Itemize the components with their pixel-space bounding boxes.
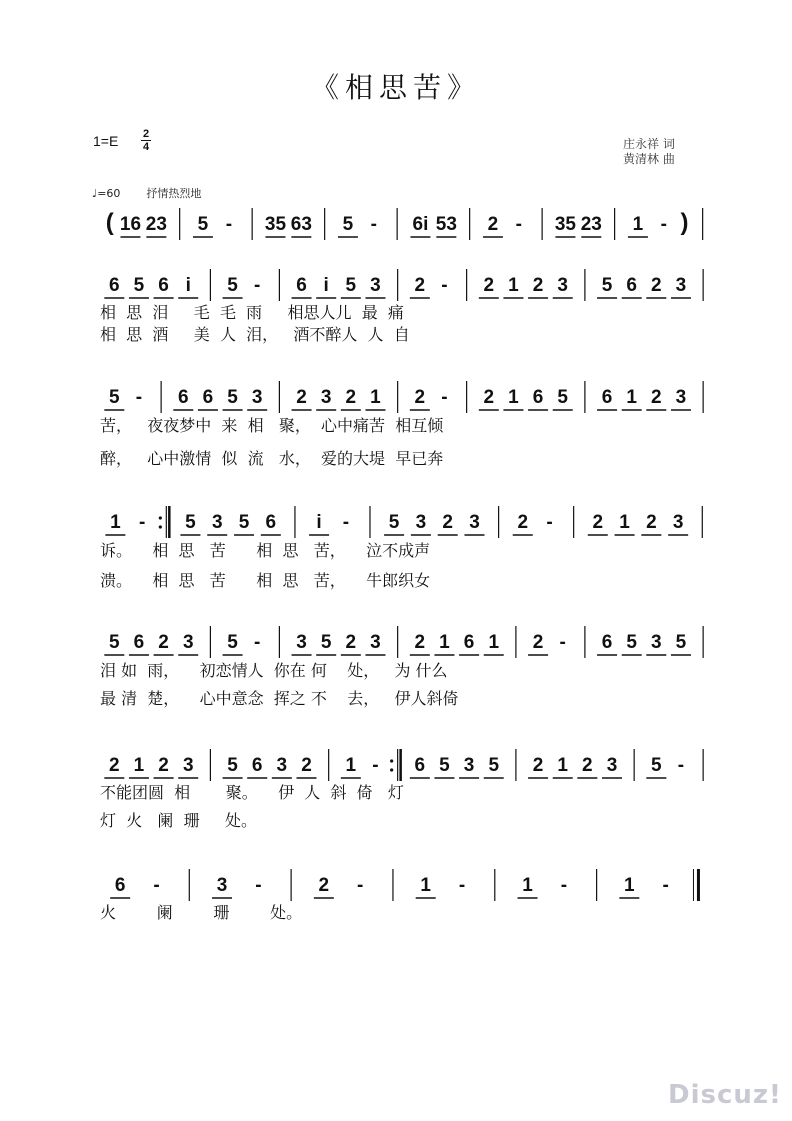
note: 5 — [342, 214, 354, 235]
note: 2 — [487, 214, 499, 235]
note: - — [677, 755, 685, 776]
note: 5 — [197, 214, 209, 235]
note: 2 — [442, 512, 453, 533]
note: 5 — [227, 387, 238, 408]
note: - — [559, 632, 566, 653]
note: 2 — [646, 512, 657, 533]
note: 5 — [133, 275, 145, 296]
note: 2 — [318, 875, 330, 896]
note: - — [660, 214, 667, 235]
note: 35 — [554, 214, 576, 235]
note: 2 — [592, 512, 604, 533]
note: - — [139, 512, 146, 533]
note: - — [370, 214, 378, 235]
note: 1 — [133, 755, 145, 776]
note: 5 — [345, 275, 357, 296]
lyric-line: 溃。 相 思 苦 相 思 苦， 牛郎织女 — [100, 571, 431, 590]
note: 3 — [182, 755, 194, 776]
tempo-mark: ♩=60 — [92, 187, 121, 200]
note: - — [342, 512, 350, 533]
note: 2 — [345, 632, 357, 653]
note: - — [255, 875, 262, 896]
note: 6 — [463, 632, 475, 653]
note: 5 — [109, 632, 120, 653]
lyric-line: 醉， 心中激情 似 流 水， 爱的大堤 早已奔 — [100, 449, 444, 468]
note: 6 — [114, 875, 126, 896]
note: - — [662, 875, 669, 896]
note: i — [316, 512, 322, 533]
note: 5 — [185, 512, 196, 533]
note: 5 — [601, 275, 613, 296]
note: 23 — [145, 214, 167, 235]
lyric-line: 相 思 酒 美 人 泪， 酒不醉人 人 自 — [100, 325, 410, 344]
system-7 — [110, 869, 698, 901]
note: 6 — [158, 275, 169, 296]
note: 3 — [370, 275, 381, 296]
note: 6 — [133, 632, 145, 653]
tempo-expression: 抒情热烈地 — [146, 187, 202, 200]
note: 2 — [414, 275, 426, 296]
time-signature-bottom: 4 — [142, 141, 150, 153]
note: 5 — [439, 755, 450, 776]
note: 3 — [606, 755, 618, 776]
note: 53 — [435, 214, 457, 235]
note: 2 — [517, 512, 529, 533]
note: 2 — [109, 755, 120, 776]
note: 3 — [251, 387, 263, 408]
paren: ) — [680, 209, 689, 236]
note: 3 — [415, 512, 427, 533]
note: 23 — [580, 214, 602, 235]
system-2 — [104, 269, 703, 301]
lyricist-credit: 庄永祥 词 — [623, 137, 675, 151]
lyric-line: 最 清 楚， 心中意念 挥之 不 去， 伊人斜倚 — [100, 689, 459, 708]
repeat-dot — [390, 768, 393, 771]
note: 6 — [414, 755, 426, 776]
note: 1 — [508, 275, 519, 296]
note: - — [357, 875, 364, 896]
note: 2 — [651, 387, 662, 408]
watermark-logo: Discuz! — [668, 1080, 782, 1110]
note: 6 — [251, 755, 263, 776]
note: - — [441, 387, 448, 408]
note: 1 — [557, 755, 569, 776]
note: 3 — [320, 387, 332, 408]
note: 6 — [265, 512, 277, 533]
note: 16 — [119, 214, 142, 235]
note: 5 — [109, 387, 120, 408]
note: 1 — [632, 214, 644, 235]
lyric-line: 诉。 相 思 苦 相 思 苦， 泣不成声 — [100, 541, 431, 560]
note: 2 — [582, 755, 593, 776]
note: 2 — [651, 275, 662, 296]
note: 3 — [675, 275, 687, 296]
note: 2 — [345, 387, 357, 408]
note: 5 — [227, 632, 238, 653]
note: 3 — [370, 632, 381, 653]
song-title: 《相思苦》 — [310, 71, 481, 104]
key-signature: 1=E — [93, 133, 119, 149]
note: - — [153, 875, 160, 896]
note: 2 — [532, 755, 544, 776]
lyric-line: 火 阑 珊 处。 — [100, 903, 303, 922]
note: 1 — [370, 387, 381, 408]
note: 3 — [216, 875, 228, 896]
note: 2 — [414, 387, 426, 408]
note: 3 — [296, 632, 307, 653]
note: 6 — [296, 275, 307, 296]
note: - — [560, 875, 568, 896]
note: 3 — [672, 512, 684, 533]
note: 3 — [463, 755, 475, 776]
note: 5 — [651, 755, 662, 776]
note: 35 — [264, 214, 287, 235]
lyric-line: 泪 如 雨， 初恋情人 你在 何 处， 为 什么 — [100, 661, 448, 680]
note: 1 — [110, 512, 121, 533]
note: 1 — [626, 387, 637, 408]
note: i — [185, 275, 191, 296]
note: 2 — [414, 632, 426, 653]
note: - — [225, 214, 233, 235]
note: 5 — [227, 275, 238, 296]
lyric-line: 灯 火 阑 珊 处。 — [100, 811, 258, 830]
lyric-line: 不能团圆 相 聚。 伊 人 斜 倚 灯 — [100, 783, 404, 802]
note: 63 — [290, 214, 312, 235]
note: 1 — [522, 875, 533, 896]
system-1 — [106, 208, 703, 240]
note: 1 — [508, 387, 519, 408]
lyric-line: 苦， 夜夜梦中 来 相 聚， 心中痛苦 相互倾 — [100, 416, 444, 435]
note: 3 — [557, 275, 569, 296]
note: 5 — [675, 632, 687, 653]
note: 5 — [227, 755, 238, 776]
note: 6 — [626, 275, 637, 296]
repeat-dot — [159, 525, 162, 528]
note: 1 — [420, 875, 431, 896]
note: 5 — [238, 512, 250, 533]
note: 6 — [109, 275, 120, 296]
note: 2 — [158, 632, 169, 653]
note: 2 — [296, 387, 307, 408]
note: 1 — [439, 632, 450, 653]
lyric-line: 相 思 泪 毛 毛 雨 相思人儿 最 痛 — [100, 303, 404, 322]
note: i — [323, 275, 329, 296]
repeat-dot — [390, 759, 393, 762]
note: - — [372, 755, 379, 776]
note: 5 — [626, 632, 637, 653]
note: 2 — [158, 755, 169, 776]
note: 6 — [532, 387, 544, 408]
note: - — [135, 387, 143, 408]
note: 3 — [651, 632, 662, 653]
note: 1 — [488, 632, 500, 653]
system-5 — [104, 626, 703, 658]
note: 5 — [320, 632, 332, 653]
note: 1 — [619, 512, 630, 533]
system-6 — [104, 749, 703, 781]
system-3 — [104, 381, 703, 413]
note: 5 — [557, 387, 569, 408]
note: 2 — [532, 275, 544, 296]
note: 6 — [178, 387, 189, 408]
system-4 — [105, 506, 702, 538]
note: 6 — [601, 632, 613, 653]
note: 2 — [483, 387, 495, 408]
repeat-dot — [159, 516, 162, 519]
note: 6 — [601, 387, 613, 408]
time-signature-top: 2 — [142, 128, 150, 140]
note: - — [515, 214, 522, 235]
note: - — [254, 275, 261, 296]
note: 5 — [388, 512, 400, 533]
note: 6 — [202, 387, 214, 408]
note: 3 — [276, 755, 288, 776]
composer-credit: 黄清林 曲 — [623, 152, 675, 166]
note: 2 — [532, 632, 544, 653]
note: 1 — [624, 875, 635, 896]
note: 3 — [469, 512, 480, 533]
paren: ( — [105, 209, 114, 236]
note: 2 — [301, 755, 312, 776]
note: - — [441, 275, 448, 296]
note: 3 — [675, 387, 687, 408]
note: - — [546, 512, 553, 533]
note: 2 — [483, 275, 495, 296]
note: 3 — [211, 512, 223, 533]
note: 5 — [488, 755, 500, 776]
note: - — [458, 875, 466, 896]
note: 1 — [345, 755, 357, 776]
note: 6i — [412, 214, 429, 235]
note: 3 — [182, 632, 194, 653]
note: - — [254, 632, 261, 653]
